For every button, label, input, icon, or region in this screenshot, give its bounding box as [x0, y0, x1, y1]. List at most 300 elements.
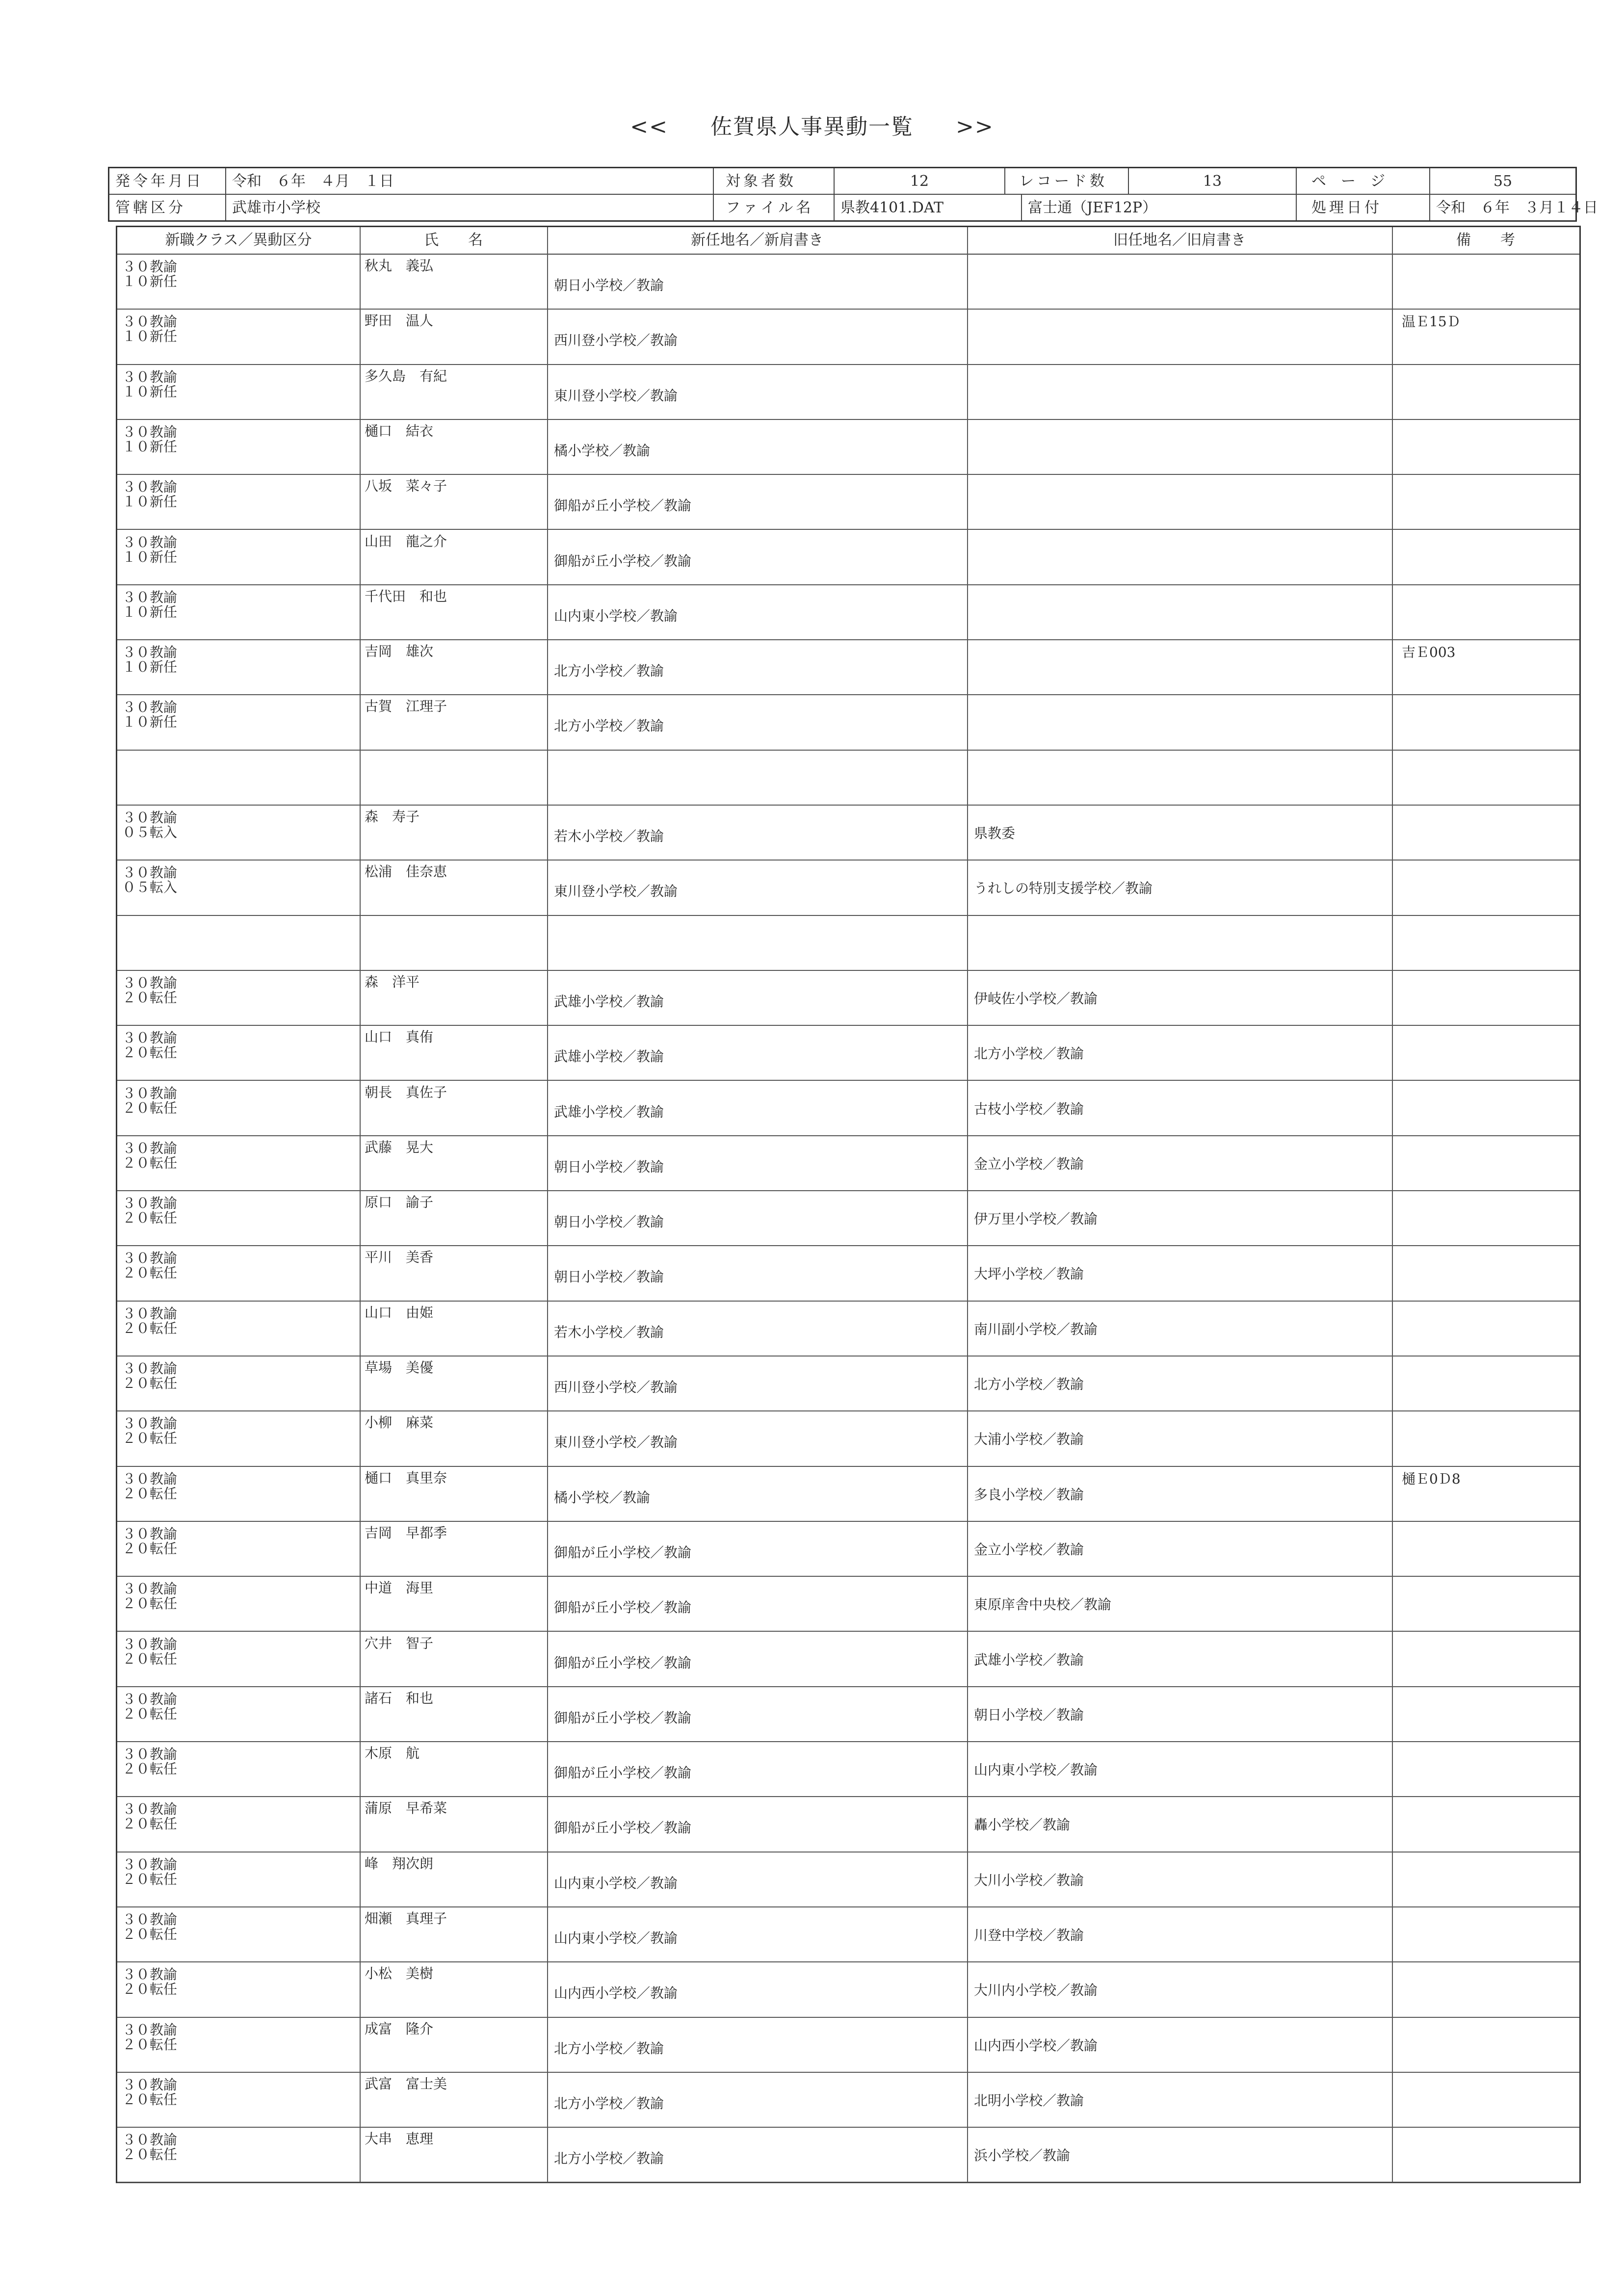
new-post: 山内東小学校／教諭	[554, 1930, 678, 1946]
table-row	[117, 2073, 1579, 2128]
transfer-type: ０５転入	[122, 879, 178, 896]
target-count-value: 12	[910, 173, 929, 190]
record-count-label: レコード数	[1019, 173, 1107, 190]
new-job-class: ３０教諭	[122, 1140, 178, 1156]
title-text: 佐賀県人事異動一覧	[710, 114, 914, 139]
new-post: 武雄小学校／教諭	[554, 1048, 664, 1065]
new-post: 東川登小学校／教諭	[554, 1434, 678, 1451]
class-cell	[117, 971, 360, 1025]
transfer-type: ２０転任	[122, 1154, 178, 1171]
old-post: 浜小学校／教諭	[974, 2147, 1071, 2164]
table-row	[117, 1522, 1579, 1577]
new-job-class: ３０教諭	[122, 1801, 178, 1818]
old-post	[967, 530, 1392, 584]
person-name: 吉岡 雄次	[365, 643, 434, 660]
table-row	[117, 2018, 1579, 2073]
new-job-class: ３０教諭	[122, 809, 178, 826]
transfer-type: １０新任	[122, 603, 178, 620]
transfer-type: １０新任	[122, 438, 178, 455]
old-post: 古枝小学校／教諭	[974, 1100, 1084, 1117]
transfer-type: ２０転任	[122, 1099, 178, 1116]
table-row	[117, 530, 1579, 585]
old-post	[967, 420, 1392, 474]
table-row	[117, 255, 1579, 310]
page-label: ペ ー ジ	[1311, 173, 1385, 190]
transfer-type: ２０転任	[122, 1926, 178, 1942]
old-post: うれしの特別支援学校／教諭	[974, 880, 1153, 897]
transfer-type: ２０転任	[122, 2036, 178, 2053]
new-post: 西川登小学校／教諭	[554, 1379, 678, 1395]
new-post: 橘小学校／教諭	[554, 1489, 651, 1506]
new-job-class: ３０教諭	[122, 1085, 178, 1101]
note	[1392, 916, 1579, 970]
person-name: 朝長 真佐子	[365, 1084, 447, 1100]
class-cell	[117, 1907, 360, 1961]
title-close-bracket: >>	[956, 114, 994, 139]
new-post	[547, 751, 967, 805]
class-cell	[117, 2073, 360, 2127]
class-cell	[117, 1687, 360, 1741]
note	[1392, 2018, 1579, 2072]
new-post	[547, 916, 967, 970]
person-name: 木原 航	[365, 1745, 420, 1762]
old-post: 川登中学校／教諭	[974, 1927, 1084, 1943]
new-post: 山内東小学校／教諭	[554, 1875, 678, 1891]
class-cell	[117, 751, 360, 805]
table-row	[117, 806, 1579, 861]
new-post: 朝日小学校／教諭	[554, 1214, 664, 1230]
page-number: 55	[1493, 173, 1513, 190]
new-job-class: ３０教諭	[122, 864, 178, 881]
new-post: 武雄小学校／教諭	[554, 1103, 664, 1120]
note	[1392, 2073, 1579, 2127]
note	[1392, 1742, 1579, 1796]
class-cell	[117, 1852, 360, 1906]
class-cell	[117, 1962, 360, 2016]
note	[1392, 1302, 1579, 1356]
new-job-class: ３０教諭	[122, 1856, 178, 1873]
person-name: 八坂 菜々子	[365, 478, 447, 495]
new-post: 御船が丘小学校／教諭	[554, 1599, 692, 1616]
class-cell	[117, 806, 360, 860]
class-cell	[117, 1797, 360, 1851]
note	[1392, 1026, 1579, 1080]
class-cell	[117, 640, 360, 694]
old-post: 武雄小学校／教諭	[974, 1651, 1084, 1668]
new-post: 北方小学校／教諭	[554, 2040, 664, 2057]
class-cell	[117, 310, 360, 364]
old-post	[967, 695, 1392, 749]
note: 吉Ｅ003	[1402, 644, 1456, 661]
old-post: 南川副小学校／教諭	[974, 1321, 1098, 1337]
class-cell	[117, 1632, 360, 1686]
table-row	[117, 1026, 1579, 1081]
new-job-class: ３０教諭	[122, 1746, 178, 1763]
class-cell	[117, 1191, 360, 1245]
new-job-class: ３０教諭	[122, 699, 178, 716]
new-post: 東川登小学校／教諭	[554, 387, 678, 404]
transfer-type: １０新任	[122, 494, 178, 510]
issue-date-value: 令和 ６年 ４月 １日	[232, 173, 394, 190]
note	[1392, 1357, 1579, 1410]
person-name: 野田 温人	[365, 313, 434, 329]
new-post: 北方小学校／教諭	[554, 2095, 664, 2112]
old-post: 大川小学校／教諭	[974, 1872, 1084, 1888]
class-cell	[117, 916, 360, 970]
person-name: 蒲原 早希菜	[365, 1800, 447, 1817]
file-name-value: 県教4101.DAT	[840, 199, 943, 216]
new-job-class: ３０教諭	[122, 1305, 178, 1322]
note	[1392, 1962, 1579, 2016]
note	[1392, 1852, 1579, 1906]
new-job-class: ３０教諭	[122, 1581, 178, 1597]
new-job-class: ３０教諭	[122, 1195, 178, 1212]
class-cell	[117, 1302, 360, 1356]
new-post: 北方小学校／教諭	[554, 718, 664, 734]
person-name	[360, 751, 547, 805]
new-post: 東川登小学校／教諭	[554, 883, 678, 900]
table-row	[117, 695, 1579, 750]
old-post: 轟小学校／教諭	[974, 1817, 1071, 1833]
table-row	[117, 751, 1579, 806]
note	[1392, 695, 1579, 749]
person-name: 古賀 江理子	[365, 698, 447, 715]
class-cell	[117, 255, 360, 309]
new-post: 北方小学校／教諭	[554, 2150, 664, 2167]
class-cell	[117, 1081, 360, 1135]
new-job-class: ３０教諭	[122, 1470, 178, 1487]
transfer-type: ２０転任	[122, 1375, 178, 1391]
new-job-class: ３０教諭	[122, 423, 178, 440]
new-job-class: ３０教諭	[122, 2021, 178, 2038]
table-row	[117, 1797, 1579, 1852]
old-post: 北方小学校／教諭	[974, 1376, 1084, 1392]
transfer-type: ２０転任	[122, 1540, 178, 1557]
transfer-type: ２０転任	[122, 2146, 178, 2163]
note	[1392, 971, 1579, 1025]
note	[1392, 255, 1579, 309]
new-job-class: ３０教諭	[122, 1030, 178, 1046]
table-row	[117, 1962, 1579, 2017]
person-name: 武富 富士美	[365, 2075, 447, 2092]
person-name: 中道 海里	[365, 1580, 434, 1596]
table-row	[117, 1907, 1579, 1962]
new-post: 御船が丘小学校／教諭	[554, 552, 692, 569]
table-row	[117, 640, 1579, 695]
old-post	[967, 255, 1392, 309]
transfer-type: １０新任	[122, 548, 178, 565]
new-post: 御船が丘小学校／教諭	[554, 1654, 692, 1671]
target-count-label: 対象者数	[726, 173, 796, 190]
person-name	[360, 916, 547, 970]
old-post	[967, 475, 1392, 529]
jurisdiction-value: 武雄市小学校	[232, 199, 320, 216]
person-name: 多久島 有紀	[365, 367, 447, 384]
new-post: 朝日小学校／教諭	[554, 277, 664, 293]
col-header-old-post: 旧任地名／旧肩書き	[1113, 232, 1246, 249]
class-cell	[117, 2128, 360, 2182]
new-post: 橘小学校／教諭	[554, 442, 651, 459]
new-post: 御船が丘小学校／教諭	[554, 1765, 692, 1781]
process-date-label: 処理日付	[1311, 199, 1382, 216]
new-job-class: ３０教諭	[122, 1250, 178, 1267]
note	[1392, 1081, 1579, 1135]
table-row	[117, 861, 1579, 915]
transfer-type: ２０転任	[122, 1816, 178, 1832]
new-post: 西川登小学校／教諭	[554, 332, 678, 349]
note	[1392, 861, 1579, 914]
class-cell	[117, 530, 360, 584]
person-name: 山田 龍之介	[365, 533, 447, 549]
person-name: 秋丸 義弘	[365, 258, 434, 274]
class-cell	[117, 1246, 360, 1300]
col-header-name: 氏 名	[424, 232, 483, 249]
transfer-type: ２０転任	[122, 1320, 178, 1336]
transfer-type: １０新任	[122, 383, 178, 400]
person-name: 穴井 智子	[365, 1635, 434, 1651]
new-job-class: ３０教諭	[122, 368, 178, 385]
new-job-class: ３０教諭	[122, 1415, 178, 1432]
new-job-class: ３０教諭	[122, 589, 178, 605]
class-cell	[117, 1522, 360, 1576]
new-job-class: ３０教諭	[122, 1525, 178, 1542]
table-row	[117, 1136, 1579, 1191]
note	[1392, 530, 1579, 584]
class-cell	[117, 475, 360, 529]
jurisdiction-label: 管轄区分	[115, 199, 186, 216]
transfer-type: ２０転任	[122, 1265, 178, 1281]
record-count-value: 13	[1203, 173, 1222, 190]
person-name: 原口 諭子	[365, 1194, 434, 1211]
person-name: 山口 真侑	[365, 1029, 434, 1045]
old-post	[967, 585, 1392, 639]
person-name: 諸石 和也	[365, 1690, 434, 1706]
note	[1392, 1577, 1579, 1631]
person-name: 小柳 麻菜	[365, 1414, 434, 1431]
old-post: 金立小学校／教諭	[974, 1541, 1084, 1558]
note: 温Ｅ15Ｄ	[1402, 313, 1461, 330]
class-cell	[117, 861, 360, 914]
new-job-class: ３０教諭	[122, 974, 178, 991]
transfer-type: ２０転任	[122, 1430, 178, 1447]
summary-header	[108, 167, 1598, 222]
new-job-class: ３０教諭	[122, 644, 178, 661]
old-post: 山内東小学校／教諭	[974, 1762, 1098, 1778]
old-post: 県教委	[974, 825, 1016, 841]
table-row	[117, 1302, 1579, 1357]
person-name: 大串 恵理	[365, 2131, 434, 2147]
table-row	[117, 1246, 1579, 1301]
person-name: 草場 美優	[365, 1359, 434, 1376]
note	[1392, 1907, 1579, 1961]
new-job-class: ３０教諭	[122, 1966, 178, 1983]
person-name: 平川 美香	[365, 1249, 434, 1266]
person-name: 畑瀬 真理子	[365, 1910, 447, 1927]
note: 樋Ｅ0Ｄ8	[1402, 1470, 1461, 1487]
transfer-type: １０新任	[122, 273, 178, 289]
table-row	[117, 1577, 1579, 1632]
class-cell	[117, 1467, 360, 1521]
col-header-class: 新職クラス／異動区分	[165, 232, 312, 249]
transfer-type: ２０転任	[122, 1705, 178, 1722]
person-name: 成富 隆介	[365, 2020, 434, 2037]
old-post: 朝日小学校／教諭	[974, 1706, 1084, 1723]
table-row	[117, 1687, 1579, 1742]
new-post: 御船が丘小学校／教諭	[554, 1544, 692, 1561]
note	[1392, 806, 1579, 860]
new-job-class: ３０教諭	[122, 534, 178, 550]
transfer-type: ０５転入	[122, 824, 178, 840]
table-row	[117, 1467, 1579, 1522]
table-row	[117, 310, 1579, 365]
old-post: 大坪小学校／教諭	[974, 1266, 1084, 1282]
person-name: 千代田 和也	[365, 588, 447, 604]
old-post: 北方小学校／教諭	[974, 1045, 1084, 1062]
note	[1392, 475, 1579, 529]
col-header-new-post: 新任地名／新肩書き	[691, 232, 823, 249]
note	[1392, 365, 1579, 419]
new-job-class: ３０教諭	[122, 2132, 178, 2148]
note	[1392, 1687, 1579, 1741]
old-post: 北明小学校／教諭	[974, 2092, 1084, 2109]
table-row	[117, 971, 1579, 1026]
transfer-type: ２０転任	[122, 1210, 178, 1226]
new-post: 山内西小学校／教諭	[554, 1985, 678, 2002]
note	[1392, 2128, 1579, 2182]
col-header-note: 備 考	[1456, 232, 1515, 249]
new-job-class: ３０教諭	[122, 479, 178, 496]
new-post: 朝日小学校／教諭	[554, 1158, 664, 1175]
old-post	[967, 365, 1392, 419]
transfer-type: ２０転任	[122, 2091, 178, 2108]
class-cell	[117, 420, 360, 474]
table-row	[117, 1742, 1579, 1797]
note	[1392, 1522, 1579, 1576]
person-name: 樋口 真里奈	[365, 1469, 447, 1486]
old-post: 伊岐佐小学校／教諭	[974, 990, 1098, 1007]
old-post	[967, 640, 1392, 694]
class-cell	[117, 1136, 360, 1190]
table-row	[117, 1191, 1579, 1246]
note	[1392, 420, 1579, 474]
table-row	[117, 1411, 1579, 1466]
person-name: 吉岡 早都季	[365, 1524, 447, 1541]
new-job-class: ３０教諭	[122, 2076, 178, 2093]
transfer-type: ２０転任	[122, 1044, 178, 1061]
new-job-class: ３０教諭	[122, 259, 178, 275]
class-cell	[117, 585, 360, 639]
new-post: 北方小学校／教諭	[554, 663, 664, 679]
class-cell	[117, 365, 360, 419]
new-job-class: ３０教諭	[122, 1360, 178, 1377]
class-cell	[117, 1357, 360, 1410]
title-open-bracket: <<	[630, 114, 668, 139]
transfer-type: ２０転任	[122, 1761, 178, 1777]
note	[1392, 1411, 1579, 1465]
note	[1392, 751, 1579, 805]
new-post: 若木小学校／教諭	[554, 828, 664, 844]
new-post: 朝日小学校／教諭	[554, 1269, 664, 1285]
new-job-class: ３０教諭	[122, 1636, 178, 1652]
transfer-type: ２０転任	[122, 1981, 178, 1998]
person-name: 松浦 佳奈恵	[365, 863, 447, 880]
table-row	[117, 1852, 1579, 1907]
old-post	[967, 751, 1392, 805]
table-row	[117, 475, 1579, 530]
class-cell	[117, 1577, 360, 1631]
class-cell	[117, 1742, 360, 1796]
note	[1392, 1246, 1579, 1300]
note	[1392, 1632, 1579, 1686]
class-cell	[117, 1411, 360, 1465]
person-name: 小松 美樹	[365, 1965, 434, 1982]
process-date-value: 令和 ６年 ３月１４日	[1436, 199, 1598, 216]
new-job-class: ３０教諭	[122, 1691, 178, 1707]
table-row	[117, 2128, 1579, 2183]
person-name: 樋口 結衣	[365, 422, 434, 439]
new-post: 山内東小学校／教諭	[554, 607, 678, 624]
old-post: 山内西小学校／教諭	[974, 2037, 1098, 2054]
old-post: 大浦小学校／教諭	[974, 1431, 1084, 1448]
person-name: 山口 由姫	[365, 1304, 434, 1321]
person-name: 森 寿子	[365, 809, 420, 825]
note	[1392, 585, 1579, 639]
transfer-type: １０新任	[122, 659, 178, 676]
note	[1392, 1191, 1579, 1245]
new-job-class: ３０教諭	[122, 313, 178, 330]
table-row	[117, 1632, 1579, 1687]
transfer-type: １０新任	[122, 714, 178, 731]
old-post: 東原庠舎中央校／教諭	[974, 1596, 1112, 1613]
class-cell	[117, 2018, 360, 2072]
old-post	[967, 310, 1392, 364]
note	[1392, 1797, 1579, 1851]
transfer-type: ２０転任	[122, 1650, 178, 1667]
new-post: 御船が丘小学校／教諭	[554, 1820, 692, 1836]
old-post	[967, 916, 1392, 970]
personnel-table	[116, 226, 1581, 2183]
new-job-class: ３０教諭	[122, 1911, 178, 1928]
person-name: 武藤 晃大	[365, 1139, 434, 1155]
old-post: 金立小学校／教諭	[974, 1155, 1084, 1172]
class-cell	[117, 695, 360, 749]
document-title	[0, 109, 1624, 140]
transfer-type: ２０転任	[122, 1871, 178, 1887]
transfer-type: ２０転任	[122, 1595, 178, 1612]
transfer-type: ２０転任	[122, 989, 178, 1006]
new-post: 若木小学校／教諭	[554, 1324, 664, 1340]
note	[1392, 1136, 1579, 1190]
new-post: 武雄小学校／教諭	[554, 993, 664, 1010]
old-post: 伊万里小学校／教諭	[974, 1211, 1098, 1227]
issue-date-label: 発令年月日	[115, 173, 204, 190]
transfer-type: ２０転任	[122, 1485, 178, 1502]
table-row	[117, 916, 1579, 971]
file-name-label: ファイル名	[726, 199, 814, 216]
table-row	[117, 365, 1579, 420]
class-cell	[117, 1026, 360, 1080]
table-row	[117, 1357, 1579, 1411]
table-row	[117, 420, 1579, 475]
old-post: 多良小学校／教諭	[974, 1486, 1084, 1503]
vendor-value: 富士通（JEF12P）	[1028, 199, 1157, 216]
person-name: 峰 翔次朗	[365, 1855, 434, 1872]
table-row	[117, 585, 1579, 640]
new-post: 御船が丘小学校／教諭	[554, 1709, 692, 1726]
transfer-type: １０新任	[122, 328, 178, 345]
old-post: 大川内小学校／教諭	[974, 1982, 1098, 1999]
table-row	[117, 1081, 1579, 1136]
